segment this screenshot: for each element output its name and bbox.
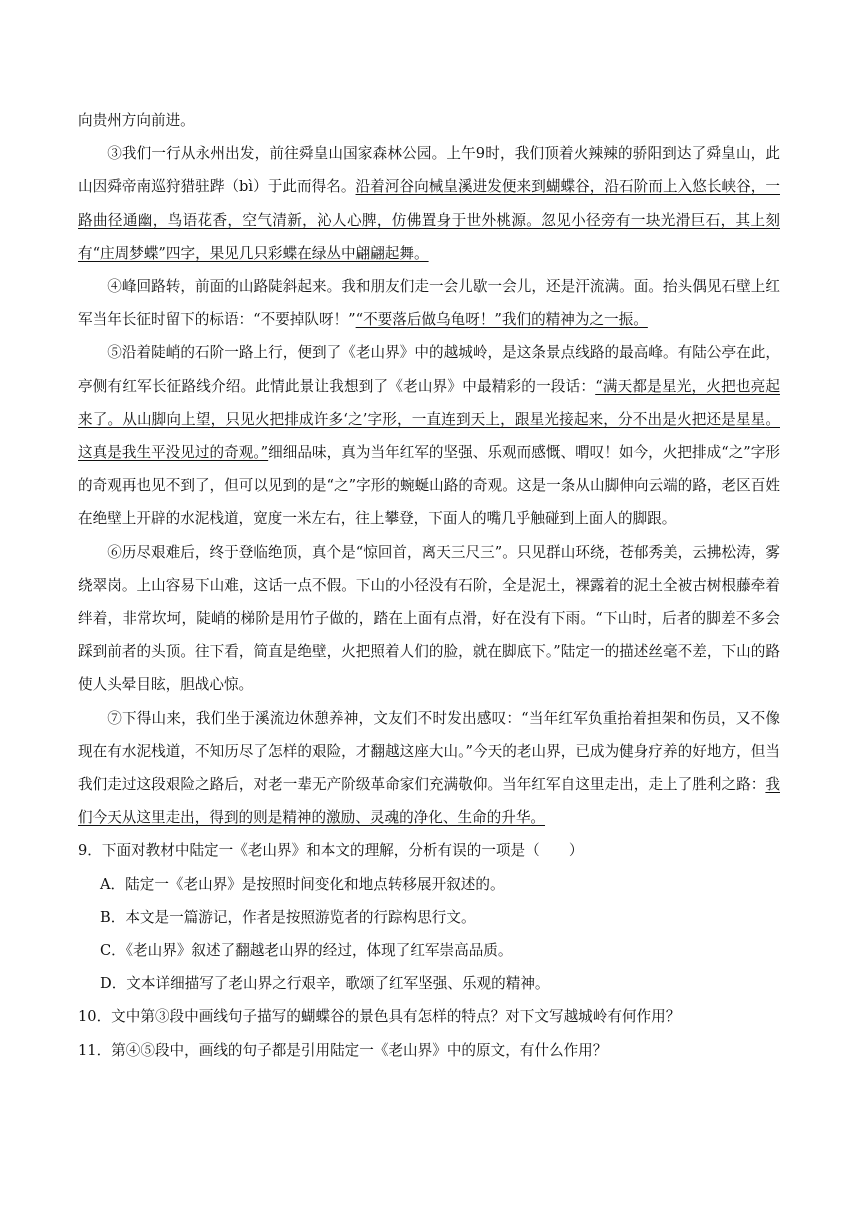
question-9-option-d: D．文本详细描写了老山界之行艰辛，歌颂了红军坚强、乐观的精神。 [100,975,550,993]
document-page [78,104,780,1067]
paragraph-4-text: ④峰回路转，前面的山路陡斜起来。我和朋友们走一会儿歇一会儿，还是汗流满。面。抬头偶见石壁上红军当年长征时留下的标语：“不要掉队呀！” [78,278,780,329]
question-11: 11．第④⑤段中，画线的句子都是引用陆定一《老山界》中的原文，有什么作用？ [78,1041,608,1059]
paragraph-7-text: ⑦下得山来，我们坐于溪流边休憩养神，文友们不时发出感叹：“当年红军负重抬着担架和伤员，又不像现在有水泥栈道，不知历尽了怎样的艰险，才翻越这座大山。”今天的老山界，已成为健身疗养的好地方，但当我们走过这段艰险之路后，对老一辈无产阶级革命家们充满敬仰。当年红军自这里走出，走上了胜利之路： [78,709,780,794]
paragraph-5-text-after: 细细品味，真为当年红军的坚强、乐观而感慨、喟叹！如今，火把排成“之”字形的奇观再也见不到了，但可以见到的是“之”字形的蜿蜒山路的奇观。这是一条从山脚伸向云端的路，老区百姓在绝壁上开辟的水泥栈道，宽度一米左右，往上攀登，下面人的嘴几乎触碰到上面人的脚跟。 [78,444,780,528]
paragraph-5-underlined: “满天都是星光，火把也亮起来了。从山脚向上望，只见火把排成许多‘之’字形，一直连到天上，跟星光接起来，分不出是火把还是星星。这真是我生平没见过的奇观。” [78,377,780,462]
paragraph-6: ⑥历尽艰难后，终于登临绝顶，真个是“惊回首，离天三尺三”。只见群山环绕，苍郁秀美，云拂松涛，雾绕翠岗。上山容易下山难，这话一点不假。下山的小径没有石阶，全是泥土，裸露着的泥土全被古树根藤牵着绊着，非常坎坷，陡峭的梯阶是用竹子做的，踏在上面有点滑，好在没有下雨。“下山时，后者的脚差不多会踩到前者的头顶。往下看，简直是绝壁，火把照着人们的脸，就在脚底下。”陆定一的描述丝毫不差，下山的路使人头晕目眩，胆战心惊。 [78,543,780,694]
question-10: 10．文中第③段中画线句子描写的蝴蝶谷的景色具有怎样的特点？对下文写越城岭有何作用？ [78,1008,681,1026]
paragraph-7-underlined: 我们今天从这里走出，得到的则是精神的激励、灵魂的净化、生命的升华。 [78,776,780,827]
question-9-option-a: A．陆定一《老山界》是按照时间变化和地点转移展开叙述的。 [100,875,505,893]
question-9-stem: 9．下面对教材中陆定一《老山界》和本文的理解，分析有误的一项是（ ） [78,842,584,860]
paragraph-7 [78,702,780,835]
question-9-option-c: C．《老山界》叙述了翻越老山界的经过，体现了红军崇高品质。 [100,942,513,960]
question-9-option-b: B．本文是一篇游记，作者是按照游览者的行踪构思行文。 [100,908,476,926]
paragraph-5 [78,336,780,535]
paragraph-4-underlined: “不要落后做乌龟呀！”我们的精神为之一振。 [355,311,648,329]
paragraph-3-text: ③我们一行从永州出发，前往舜皇山国家森林公园。上午9时，我们顶着火辣辣的骄阳到达了舜皇山，此山因舜帝南巡狩猎驻跸（bì）于此而得名。 [78,145,780,196]
paragraph-3 [78,137,780,270]
paragraph-intro: 向贵州方向前进。 [78,112,195,129]
paragraph-3-underlined: 沿着河谷向械皇溪进发便来到蝴蝶谷，沿石阶而上入悠长峡谷，一路曲径通幽，鸟语花香，空气清新，沁人心脾，仿佛置身于世外桃源。忽见小径旁有一块光滑巨石，其上刻有“庄周梦蝶”四字，果见几只彩蝶在绿丛中翩翩起舞。 [78,178,780,262]
paragraph-4 [78,270,780,336]
paragraph-5-text: ⑤沿着陡峭的石阶一路上行，便到了《老山界》中的越城岭，是这条景点线路的最高峰。有陆公亭在此，亭侧有红军长征路线介绍。此情此景让我想到了《老山界》中最精彩的一段话： [78,344,780,395]
